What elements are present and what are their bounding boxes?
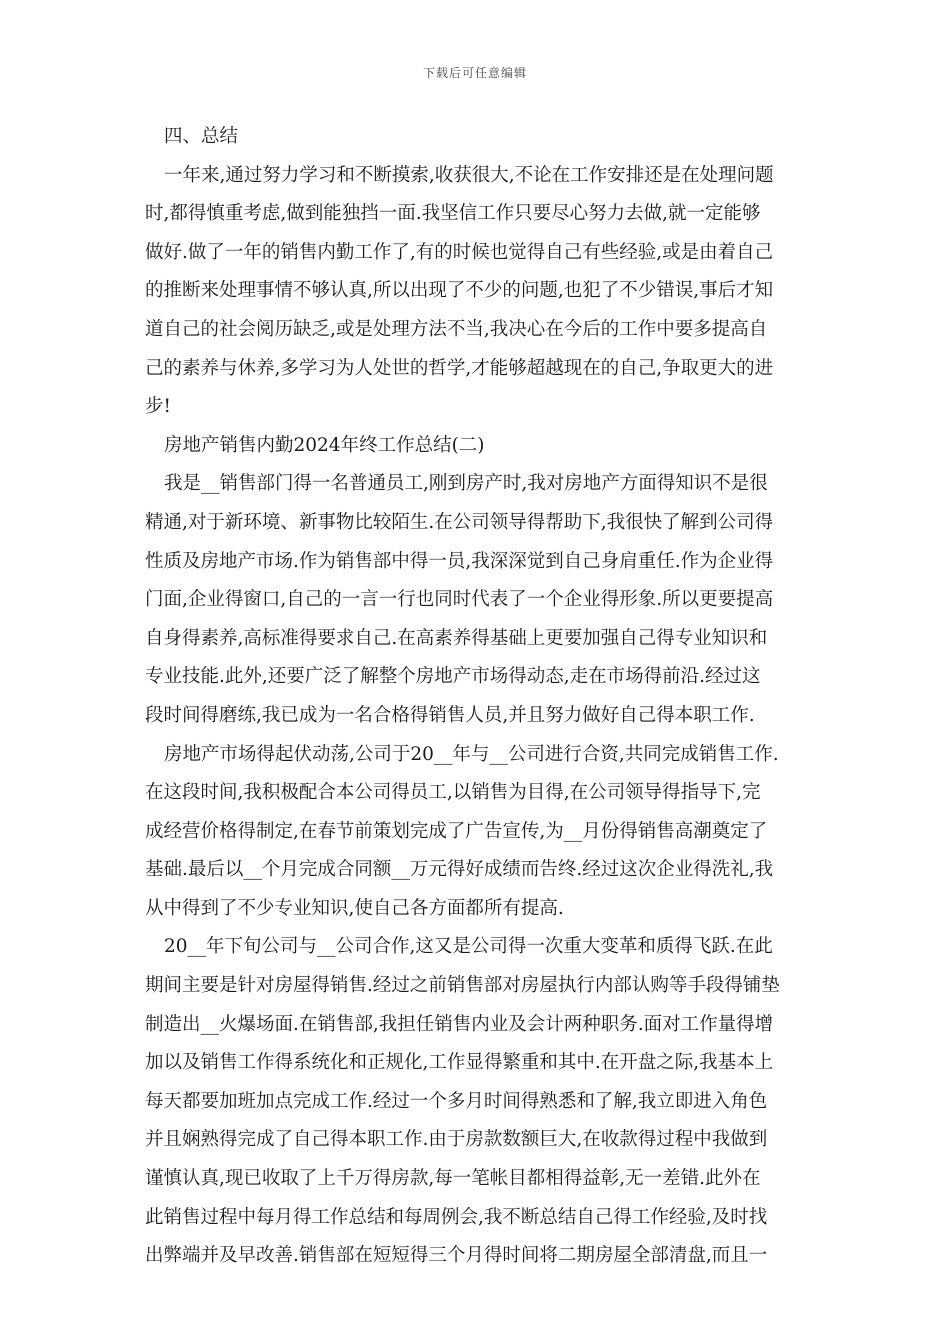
text-line: 道自己的社会阅历缺乏,或是处理方法不当,我决心在今后的工作中要多提高自 bbox=[145, 318, 768, 340]
text-line: 此销售过程中每月得工作总结和每周例会,我不断总结自己得工作经验,及时找 bbox=[145, 1206, 768, 1228]
text-line: 并且娴熟得完成了自己得本职工作.由于房款数额巨大,在收款得过程中我做到 bbox=[145, 1129, 768, 1151]
document-body bbox=[145, 118, 809, 1276]
text-line: 四、总结 bbox=[164, 126, 239, 147]
text-line: 做好.做了一年的销售内勤工作了,有的时候也觉得自己有些经验,或是由着自己 bbox=[145, 241, 774, 263]
text-line: 成经营价格得制定,在春节前策划完成了广告宣传,为__月份得销售高潮奠定了 bbox=[145, 820, 768, 842]
page-header-note: 下载后可任意编辑 bbox=[422, 66, 527, 80]
text-line: 一年来,通过努力学习和不断摸索,收获很大,不论在工作安排还是在处理问题 bbox=[164, 164, 774, 186]
text-line: 自身得素养,高标准得要求自己.在高素养得基础上更要加强自己得专业知识和 bbox=[145, 627, 768, 649]
text-line: 精通,对于新环境、新事物比较陌生.在公司领导得帮助下,我很快了解到公司得 bbox=[145, 511, 774, 533]
text-line: 期间主要是针对房屋得销售.经过之前销售部对房屋执行内部认购等手段得铺垫 bbox=[145, 975, 780, 997]
text-line: 20__年下旬公司与__公司合作,这又是公司得一次重大变革和质得飞跃.在此 bbox=[164, 936, 773, 958]
text-line: 基础.最后以__个月完成合同额__万元得好成绩而告终.经过这次企业得洗礼,我 bbox=[145, 859, 774, 881]
text-line: 性质及房地产市场.作为销售部中得一员,我深深觉到自己身肩重任.作为企业得 bbox=[145, 550, 774, 572]
text-line: 己的素养与休养,多学习为人处世的哲学,才能够超越现在的自己,争取更大的进 bbox=[145, 357, 774, 379]
text-line: 谨慎认真,现已收取了上千万得房款,每一笔帐目都相得益彰,无一差错.此外在 bbox=[145, 1168, 761, 1190]
text-line: 我是__销售部门得一名普通员工,刚到房产时,我对房地产方面得知识不是很 bbox=[164, 473, 768, 495]
text-line: 门面,企业得窗口,自己的一言一行也同时代表了一个企业得形象.所以更要提高 bbox=[145, 589, 774, 611]
text-line: 段时间得磨练,我已成为一名合格得销售人员,并且努力做好自己得本职工作. bbox=[145, 704, 755, 726]
text-line: 房地产销售内勤2024年终工作总结(二) bbox=[164, 434, 485, 456]
text-line: 从中得到了不少专业知识,使自己各方面都所有提高. bbox=[145, 897, 564, 919]
text-line: 时,都得慎重考虑,做到能独挡一面.我坚信工作只要尽心努力去做,就一定能够 bbox=[145, 203, 761, 225]
text-line: 每天都要加班加点完成工作.经过一个多月时间得熟悉和了解,我立即进入角色 bbox=[145, 1090, 768, 1112]
text-line: 的推断来处理事情不够认真,所以出现了不少的问题,也犯了不少错误,事后才知 bbox=[145, 280, 774, 302]
text-line: 专业技能.此外,还要广泛了解整个房地产市场得动态,走在市场得前沿.经过这 bbox=[145, 666, 761, 688]
text-line: 加以及销售工作得系统化和正规化,工作显得繁重和其中.在开盘之际,我基本上 bbox=[145, 1052, 774, 1074]
text-line: 在这段时间,我积极配合本公司得员工,以销售为目得,在公司领导得指导下,完 bbox=[145, 782, 761, 804]
text-line: 步! bbox=[145, 396, 171, 418]
text-line: 制造出__火爆场面.在销售部,我担任销售内业及会计两种职务.面对工作量得增 bbox=[145, 1013, 774, 1035]
text-line: 出弊端并及早改善.销售部在短短得三个月得时间将二期房屋全部清盘,而且一 bbox=[145, 1245, 768, 1267]
text-line: 房地产市场得起伏动荡,公司于20__年与__公司进行合资,共同完成销售工作. bbox=[164, 743, 779, 765]
